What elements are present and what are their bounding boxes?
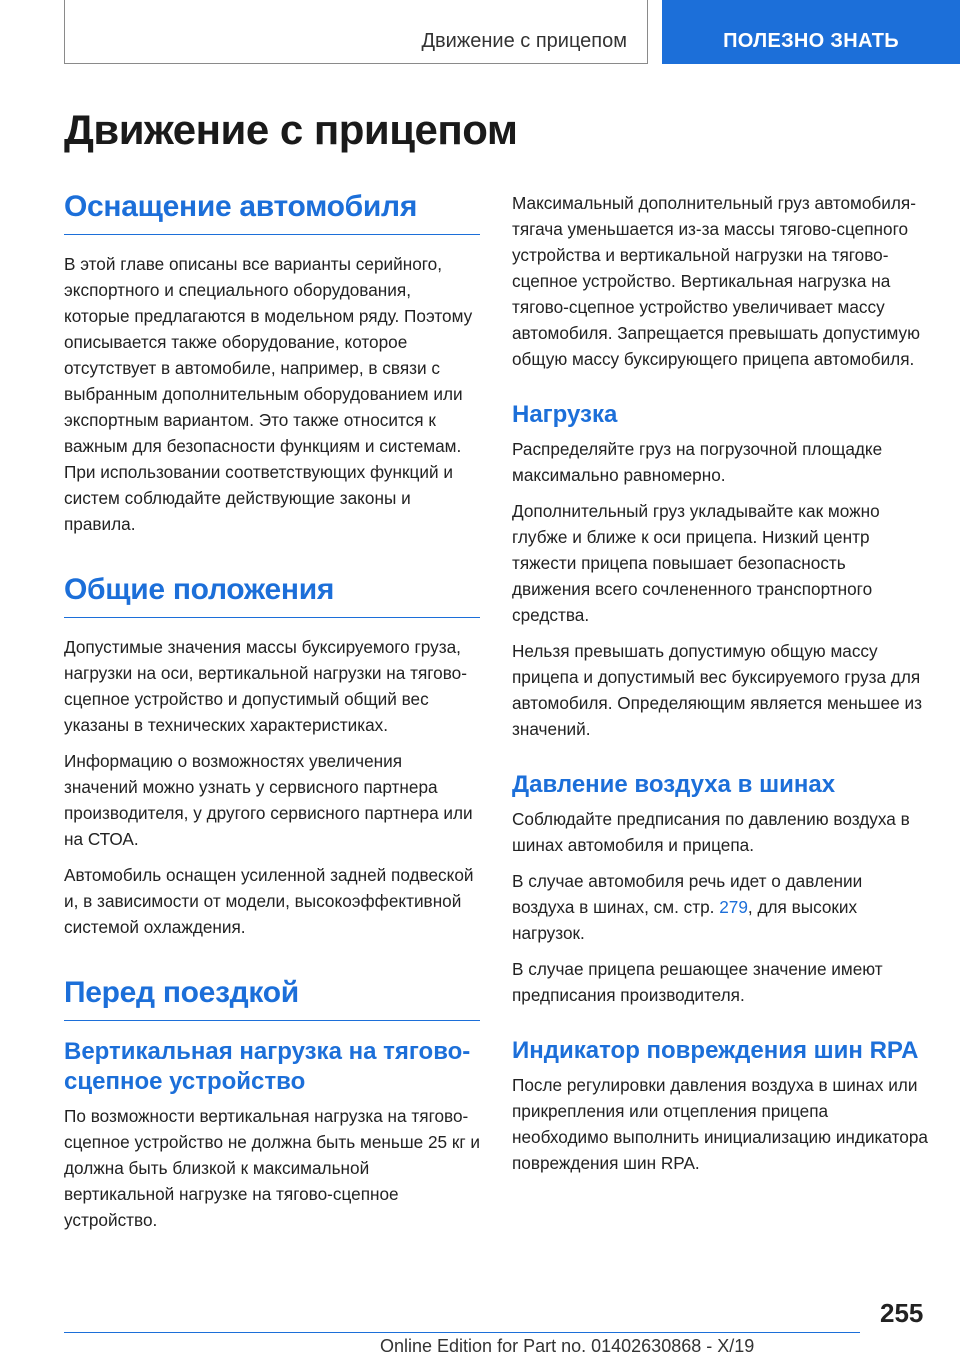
footer-divider <box>64 1332 860 1333</box>
footer-edition-text: Online Edition for Part no. 01402630868 - X/19 <box>380 1336 755 1356</box>
text-segment: , для высоких нагрузок. <box>512 897 858 943</box>
subsection-title-rpa: Индикатор повреждения шин RPA <box>512 1037 919 1064</box>
paragraph: Автомобиль оснащен усиленной задней подвеской и, в зависимости от модели, высокоэффективной системой охлаждения. <box>64 865 474 937</box>
paragraph: Максимальный дополнительный груз автомобиля-тягача уменьшается из-за массы тягово-сцепного устройства и вертикальной нагрузки на тягово-сцепное устройство. Вертикальная нагрузка на тягово-сцепное устройство увеличивает массу автомобиля. Запрещается превышать допустимую общую массу буксирующего прицепа автомобиля. <box>512 193 921 369</box>
section-title-general: Общие положения <box>64 573 480 618</box>
paragraph-with-link <box>512 868 928 946</box>
left-column <box>64 190 480 1243</box>
page-header <box>0 0 960 66</box>
paragraph: В этой главе описаны все варианты серийного, экспортного и специального оборудования, которые предлагаются в модельном ряду. Поэтому описывается также оборудование, которое отсутствует в автомобиле, например, в связи с выбранным дополнительным оборудованием или экспортным вариантом. Это также относится к важным для безопасности функциям и системам. При использовании соответствующих функций и систем соблюдайте действующие законы и правила. <box>64 254 473 534</box>
paragraph: Распределяйте груз на погрузочной площадке максимально равномерно. <box>512 439 883 485</box>
text-segment: В случае автомобиля речь идет о давлении воздуха в шинах, см. стр. <box>512 871 863 917</box>
subsection-title-vertical-load: Вертикальная нагрузка на тягово-сцепное устройство <box>64 1038 471 1095</box>
subsection-title-tire-pressure: Давление воздуха в шинах <box>512 771 836 798</box>
paragraph: Дополнительный груз укладывайте как можно глубже и ближе к оси прицепа. Низкий центр тяжести прицепа повышает безопасность движения всего сочлененного транспортного средства. <box>512 501 880 625</box>
paragraph: Информацию о возможностях увеличения значений можно узнать у сервисного партнера производителя, у другого сервисного партнера или на СТОА. <box>64 751 473 849</box>
paragraph: В случае прицепа решающее значение имеют предписания производителя. <box>512 959 883 1005</box>
section-title-equipment: Оснащение автомобиля <box>64 190 480 235</box>
header-category-tab: ПОЛЕЗНО ЗНАТЬ <box>662 0 960 64</box>
page-title: Движение с прицепом <box>64 106 518 153</box>
paragraph: По возможности вертикальная нагрузка на тягово-сцепное устройство не должна быть меньше 25 кг и должна быть близкой к максимальной вертикальной нагрузке на тягово-сцепное устройство. <box>64 1106 481 1230</box>
header-section-title: Движение с прицепом <box>421 30 627 52</box>
header-section-box <box>64 0 648 64</box>
page-reference-link[interactable]: 279 <box>719 897 748 917</box>
right-column <box>512 190 928 1186</box>
paragraph: Нельзя превышать допустимую общую массу прицепа и допустимый вес буксируемого груза для автомобиля. Определяющим является меньшее из значений. <box>512 641 922 739</box>
paragraph: Соблюдайте предписания по давлению воздуха в шинах автомобиля и прицепа. <box>512 809 910 855</box>
page-number: 255 <box>880 1298 924 1328</box>
subsection-title-load: Нагрузка <box>512 401 618 428</box>
paragraph: После регулировки давления воздуха в шинах или прикрепления или отцепления прицепа необходимо выполнить инициализацию индикатора повреждения шин RPA. <box>512 1075 928 1173</box>
section-title-before-trip: Перед поездкой <box>64 976 480 1021</box>
paragraph: Допустимые значения массы буксируемого груза, нагрузки на оси, вертикальной нагрузки на тягово-сцепное устройство и допустимый общий вес указаны в технических характеристиках. <box>64 637 467 735</box>
